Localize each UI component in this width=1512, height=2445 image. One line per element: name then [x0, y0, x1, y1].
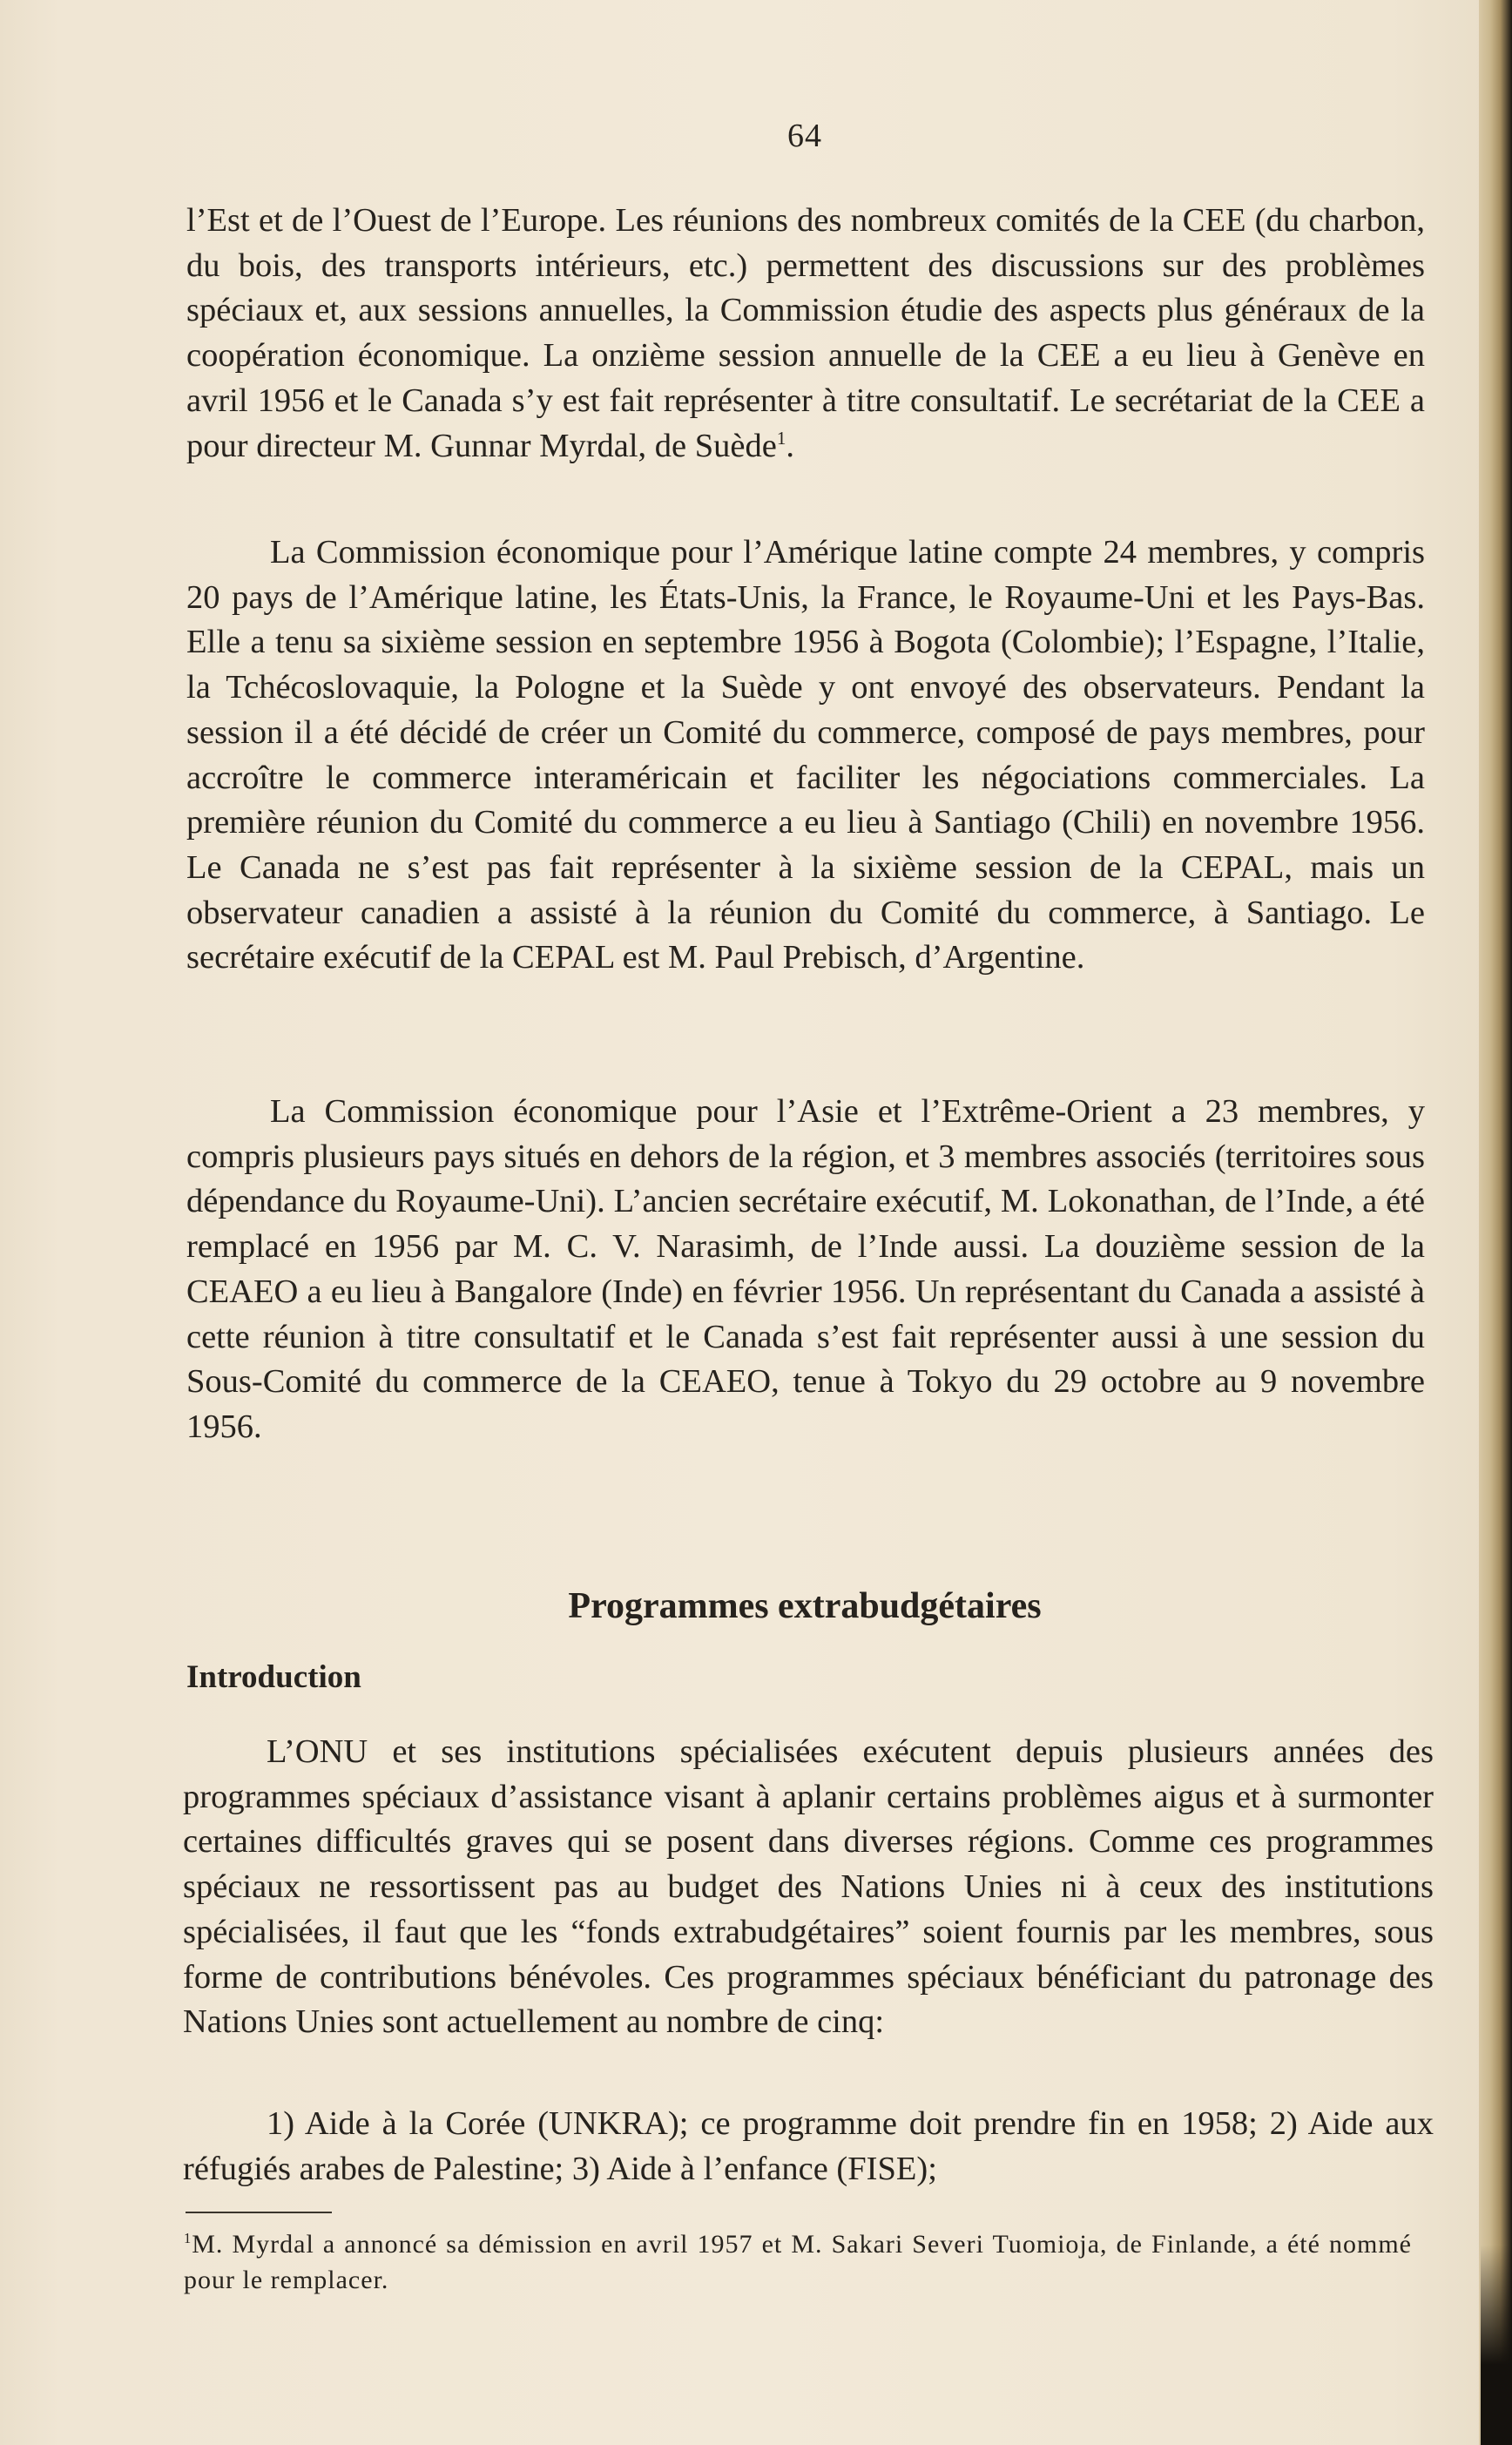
paragraph-program-list: 1) Aide à la Corée (UNKRA); ce programme doit prendre fin en 1958; 2) Aide aux réfugiés arabes de Palestine; 3) Aide à l’enfance (FISE);: [183, 2105, 1434, 2187]
paragraph-cee-end: .: [786, 427, 795, 464]
book-spine-shadow: [1481, 2245, 1512, 2445]
footnote-text: M. Myrdal a annoncé sa démission en avril 1957 et M. Sakari Severi Tuomioja, de Finlande, a été nommé pour le remplacer.: [184, 2230, 1412, 2294]
footnote-marker: 1: [184, 2230, 192, 2246]
footnote-reference[interactable]: 1: [776, 427, 786, 449]
paragraph-introduction: L’ONU et ses institutions spécialisées exécutent depuis plusieurs années des programmes spéciaux d’assistance visant à aplanir certains problèmes aigus et à surmonter certaines difficultés graves qui se posent dans diverses régions. Comme ces programmes spéciaux ne ressortissent pas au budget des Nations Unies ni à ceux des institutions spécialisées, il faut que les “fonds extrabudgétaires” soient fournis par les membres, sous forme de contributions bénévoles. Ces programmes spéciaux bénéficiant du patronage des Nations Unies sont actuellement au nombre de cinq:: [183, 1733, 1434, 2041]
page-number: 64: [787, 118, 822, 154]
subsection-title: Introduction: [186, 1659, 361, 1695]
footnote-divider: [186, 2212, 332, 2213]
paragraph-cepal: La Commission économique pour l’Amérique latine compte 24 membres, y compris 20 pays de l’Amérique latine, les États-Unis, la France, le Royaume-Uni et les Pays-Bas. Elle a tenu sa sixième session en septembre 1956 à Bogota (Colombie); l’Espagne, l’Italie, la Tchécoslovaquie, la Pologne et la Suède y ont envoyé des observateurs. Pendant la session il a été décidé de créer un Comité du commerce, composé de pays membres, pour accroître le commerce interaméricain et faciliter les négociations commerciales. La première réunion du Comité du commerce a eu lieu à Santiago (Chili) en novembre 1956. Le Canada ne s’est pas fait représenter à la sixième session de la CEPAL, mais un observateur canadien a assisté à la réunion du Comité du commerce, à Santiago. Le secrétaire exécutif de la CEPAL est M. Paul Prebisch, d’Argentine.: [186, 534, 1425, 976]
paragraph-ceaeo: La Commission économique pour l’Asie et l’Extrême-Orient a 23 membres, y compris plusieurs pays situés en dehors de la région, et 3 membres associés (territoires sous dépendance du Royaume-Uni). L’ancien secrétaire exécutif, M. Lokonathan, de l’Inde, a été remplacé en 1956 par M. C. V. Narasimh, de l’Inde aussi. La douzième session de la CEAEO a eu lieu à Bangalore (Inde) en février 1956. Un représentant du Canada a assisté à cette réunion à titre consultatif et le Canada s’est fait représenter aussi à une session du Sous-Comité du commerce de la CEAEO, tenue à Tokyo du 29 octobre au 9 novembre 1956.: [186, 1093, 1425, 1445]
footnote: [184, 2226, 1412, 2298]
paragraph-cee-text: l’Est et de l’Ouest de l’Europe. Les réunions des nombreux comités de la CEE (du charbon, du bois, des transports intérieurs, etc.) permettent des discussions sur des problèmes spéciaux et, aux sessions annuelles, la Commission étudie des aspects plus généraux de la coopération économique. La onzième session annuelle de la CEE a eu lieu à Genève en avril 1956 et le Canada s’y est fait représenter à titre consultatif. Le secrétariat de la CEE a pour directeur M. Gunnar Myrdal, de Suède: [186, 202, 1425, 464]
section-title: Programmes extrabudgétaires: [568, 1586, 1042, 1626]
book-spine-edge: [1479, 0, 1512, 2445]
paragraph-cee: [186, 199, 1425, 469]
